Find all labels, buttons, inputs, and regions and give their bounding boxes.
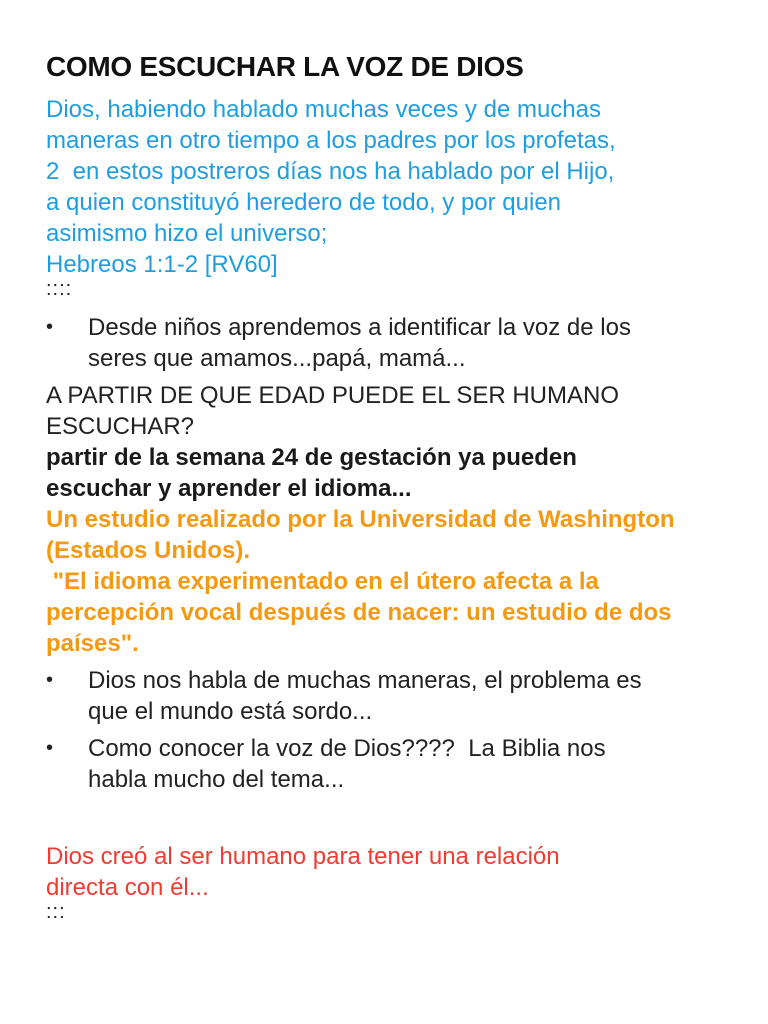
closing-statement <box>46 841 736 903</box>
answer-line: escuchar y aprender el idioma... <box>46 475 412 502</box>
study-citation <box>46 504 736 659</box>
study-line: percepción vocal después de nacer: un estudio de dos <box>46 599 672 626</box>
document-page <box>46 50 736 921</box>
bullet-line: Dios nos habla de muchas maneras, el problema es <box>88 667 642 694</box>
bullet-line: que el mundo está sordo... <box>88 698 373 725</box>
answer <box>46 442 736 504</box>
verse-line: 2 en estos postreros días nos ha hablado por el Hijo, <box>46 158 615 185</box>
verse-line: asimismo hizo el universo; <box>46 220 328 247</box>
separator: :::: <box>46 278 73 300</box>
verse-line: maneras en otro tiempo a los padres por los profetas, <box>46 127 616 154</box>
study-line: países". <box>46 630 139 657</box>
separator: ::: <box>46 901 66 923</box>
document-title: COMO ESCUCHAR LA VOZ DE DIOS <box>46 51 524 82</box>
bullet-line: seres que amamos...papá, mamá... <box>88 345 466 372</box>
bullet-marker: • <box>46 316 54 338</box>
bullet-marker: • <box>46 737 54 759</box>
study-line: (Estados Unidos). <box>46 537 251 564</box>
bible-verse <box>46 94 736 280</box>
question <box>46 380 736 442</box>
verse-line: Dios, habiendo hablado muchas veces y de muchas <box>46 96 601 123</box>
question-line: A PARTIR DE QUE EDAD PUEDE EL SER HUMANO <box>46 382 620 409</box>
question-line: ESCUCHAR? <box>46 413 195 440</box>
closing-line: directa con él... <box>46 874 209 901</box>
bullet-line: habla mucho del tema... <box>88 766 345 793</box>
bullet-line: Como conocer la voz de Dios???? La Biblia nos <box>88 735 606 762</box>
bullet-item <box>46 733 736 795</box>
verse-reference: Hebreos 1:1-2 [RV60] <box>46 251 278 278</box>
bullet-marker: • <box>46 669 54 691</box>
closing-line: Dios creó al ser humano para tener una relación <box>46 843 560 870</box>
bullet-item <box>46 665 736 727</box>
answer-line: partir de la semana 24 de gestación ya pueden <box>46 444 577 471</box>
bullet-item <box>46 312 736 374</box>
verse-line: a quien constituyó heredero de todo, y por quien <box>46 189 562 216</box>
study-line: "El idioma experimentado en el útero afecta a la <box>46 568 599 595</box>
study-line: Un estudio realizado por la Universidad de Washington <box>46 506 675 533</box>
bullet-line: Desde niños aprendemos a identificar la voz de los <box>88 314 631 341</box>
